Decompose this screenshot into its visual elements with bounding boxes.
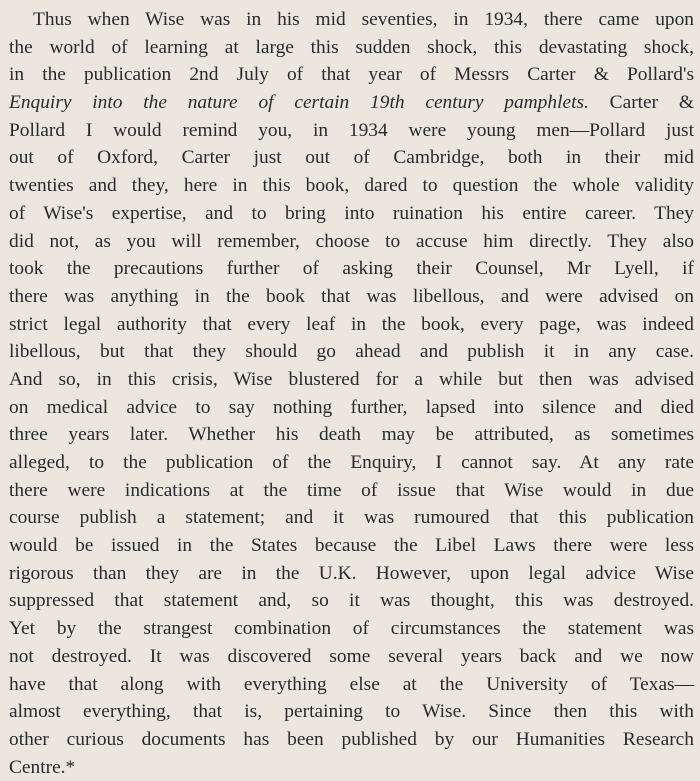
text-line: would be issued in the States because the Libel Laws there were less: [9, 535, 694, 557]
text-line: alleged, to the publication of the Enquiry, I cannot say. At any rate: [9, 452, 694, 473]
text-line: of Wise's expertise, and to bring into ruination his entire career. They: [9, 202, 694, 224]
text-line: in the publication 2nd July of that year of Messrs Carter & Pollard's: [9, 64, 694, 86]
text-line: did not, as you will remember, choose to accuse him directly. They also: [9, 230, 694, 252]
text-line: have that along with everything else at the University of Texas—: [9, 673, 694, 695]
text-line: the world of learning at large this sudden shock, this devastating shock,: [9, 36, 694, 58]
text-line: took the precautions further of asking their Counsel, Mr Lyell, if: [9, 258, 694, 280]
text-line: suppressed that statement and, so it was thought, this was destroyed.: [9, 590, 694, 612]
text-line: Pollard I would remind you, in 1934 were young men—Pollard just: [9, 119, 694, 141]
book-title-italic: Enquiry into the nature of certain 19th century pamphlets.: [9, 92, 589, 114]
text-line: not destroyed. It was discovered some several years back and we now: [9, 645, 694, 667]
text-line: there were indications at the time of issue that Wise would in due: [9, 479, 694, 501]
text-line: [9, 89, 694, 117]
body-paragraph: [9, 6, 694, 781]
text-line: course publish a statement; and it was rumoured that this publication: [9, 507, 694, 529]
text-line: Centre.*: [9, 756, 76, 778]
text-line: other curious documents has been published by our Humanities Research: [9, 728, 694, 750]
text-line: strict legal authority that every leaf in the book, every page, was indeed: [9, 313, 694, 335]
text-line: libellous, but that they should go ahead and publish it in any case.: [9, 341, 694, 363]
text-line: three years later. Whether his death may be attributed, as sometimes: [9, 424, 694, 446]
text-line: twenties and they, here in this book, dared to question the whole validity: [9, 175, 694, 197]
text-line: there was anything in the book that was libellous, and were advised on: [9, 285, 694, 307]
text-line: almost everything, that is, pertaining to Wise. Since then this with: [9, 701, 694, 723]
text-line: on medical advice to say nothing further, lapsed into silence and died: [9, 396, 694, 418]
text-line: And so, in this crisis, Wise blustered for a while but then was advised: [9, 368, 694, 390]
text-line: Yet by the strangest combination of circumstances the statement was: [9, 618, 694, 640]
text-line: out of Oxford, Carter just out of Cambridge, both in their mid: [9, 147, 694, 169]
text-line-rest: Carter &: [588, 92, 694, 114]
text-line: Thus when Wise was in his mid seventies, in 1934, there came upon: [33, 9, 694, 30]
text-line: rigorous than they are in the U.K. However, upon legal advice Wise: [9, 562, 694, 584]
